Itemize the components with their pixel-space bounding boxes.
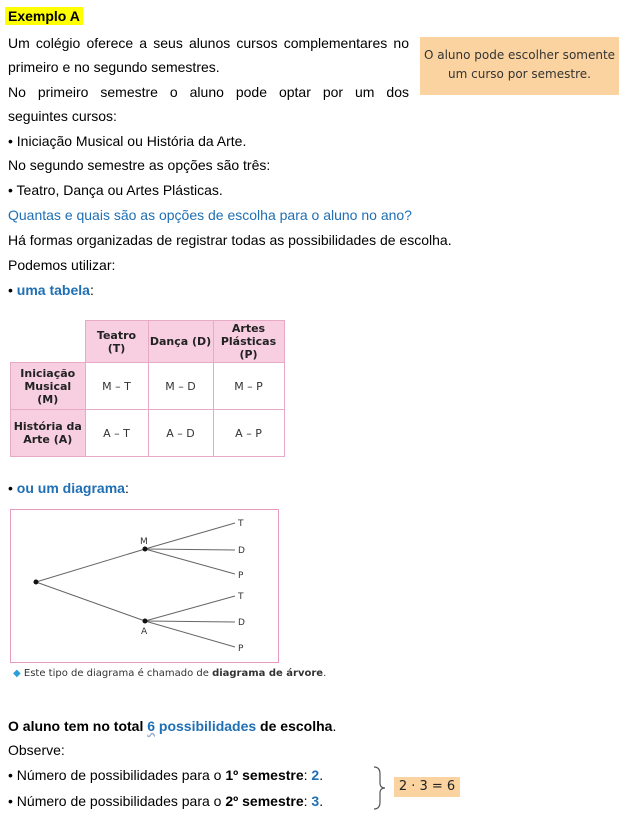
- caption-bold: diagrama de árvore: [212, 668, 324, 679]
- right-brace-icon: [372, 766, 386, 810]
- example-title: Exemplo A: [5, 7, 83, 25]
- count-line-1: [8, 767, 323, 783]
- branch-m-d: [145, 549, 235, 550]
- possibilities-table: [10, 320, 285, 457]
- branch-root-m: [36, 549, 145, 582]
- table-cell: M – D: [148, 363, 213, 410]
- diagram-label-prefix: •: [8, 480, 17, 496]
- table-label-suffix: :: [89, 282, 94, 298]
- intro-bullet-1: • Iniciação Musical ou História da Arte.: [8, 133, 247, 149]
- count1-a: • Número de possibilidades para o: [8, 767, 226, 783]
- intro-line-4: seguintes cursos:: [8, 108, 117, 124]
- caption-prefix: Este tipo de diagrama é chamado de: [23, 668, 213, 679]
- diagram-label: [8, 480, 129, 496]
- table-label-prefix: •: [8, 282, 17, 298]
- leaf-label: P: [238, 644, 244, 654]
- node-a: [143, 619, 148, 624]
- count1-e: .: [319, 767, 324, 783]
- count2-a: • Número de possibilidades para o: [8, 793, 226, 809]
- total-c: de escolha: [256, 718, 333, 734]
- intro-line-3: No primeiro semestre o aluno pode optar por um dos: [8, 84, 409, 100]
- count1-b: 1º semestre: [225, 767, 304, 783]
- table-cell: M – P: [213, 363, 284, 410]
- diagram-caption: [13, 668, 326, 679]
- total-six: 6: [147, 718, 156, 734]
- root-node: [34, 580, 39, 585]
- branch-a-t: [145, 596, 235, 621]
- organized-text: Há formas organizadas de registrar todas as possibilidades de escolha.: [8, 232, 452, 248]
- note-box: [420, 37, 619, 95]
- branch-m-t: [145, 523, 235, 549]
- node-label: A: [141, 627, 148, 637]
- total-d: .: [332, 718, 337, 734]
- count2-c: :: [303, 793, 312, 809]
- branch-a-p: [145, 621, 235, 647]
- observe-text: Observe:: [8, 742, 65, 758]
- formula-box: 2 · 3 = 6: [394, 777, 460, 797]
- count2-d: 3: [311, 793, 320, 809]
- total-b: possibilidades: [155, 718, 257, 734]
- leaf-label: P: [238, 571, 244, 581]
- diagram-label-text: ou um diagrama: [16, 480, 125, 496]
- row-header: Iniciação Musical (M): [11, 363, 86, 410]
- table-cell: A – D: [148, 410, 213, 457]
- tree-diagram: [10, 509, 279, 663]
- count2-b: 2º semestre: [225, 793, 304, 809]
- table-label-text: uma tabela: [16, 282, 90, 298]
- count-line-2: [8, 793, 323, 809]
- total-a: O aluno tem no total: [8, 718, 148, 734]
- col-header: Artes Plásticas (P): [213, 321, 284, 363]
- count2-e: .: [319, 793, 324, 809]
- table-cell: A – T: [85, 410, 148, 457]
- branch-m-p: [145, 549, 235, 574]
- note-line-2: um curso por semestre.: [448, 67, 591, 81]
- node-label: M: [140, 537, 148, 547]
- intro-bullet-2: • Teatro, Dança ou Artes Plásticas.: [8, 182, 223, 198]
- question: Quantas e quais são as opções de escolha para o aluno no ano?: [8, 207, 412, 223]
- note-line-1: O aluno pode escolher somente: [423, 48, 616, 62]
- total-sentence: [8, 718, 336, 734]
- leaf-label: D: [238, 618, 245, 628]
- intro-line-5: No segundo semestre as opções são três:: [8, 157, 271, 173]
- table-cell: M – T: [85, 363, 148, 410]
- branch-a-d: [145, 621, 235, 622]
- row-header: História da Arte (A): [11, 410, 86, 457]
- table-corner: [11, 321, 86, 363]
- leaf-label: D: [238, 546, 245, 556]
- table-cell: A – P: [213, 410, 284, 457]
- podemos-text: Podemos utilizar:: [8, 257, 116, 273]
- caption-suffix: .: [323, 668, 327, 679]
- intro-line-2: primeiro e no segundo semestres.: [8, 59, 220, 75]
- col-header: Dança (D): [148, 321, 213, 363]
- count1-c: :: [303, 767, 312, 783]
- tree-diagram-svg: [11, 510, 278, 662]
- branch-root-a: [36, 582, 145, 621]
- count1-d: 2: [311, 767, 320, 783]
- table-label: [8, 282, 94, 298]
- col-header: Teatro (T): [85, 321, 148, 363]
- diagram-label-suffix: :: [124, 480, 129, 496]
- intro-line-1: Um colégio oferece a seus alunos cursos complementares no: [8, 35, 409, 51]
- leaf-label: T: [238, 519, 244, 529]
- leaf-label: T: [238, 592, 244, 602]
- caption-bullet-icon: ◆: [13, 668, 24, 679]
- node-m: [143, 547, 148, 552]
